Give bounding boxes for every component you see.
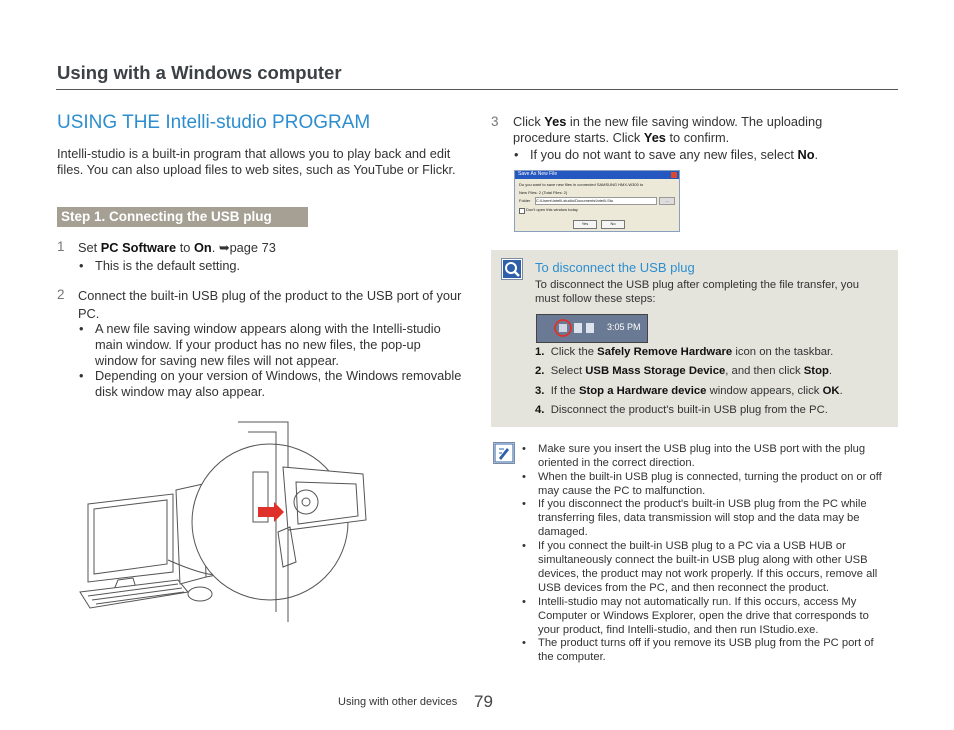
dialog-folder-label: Folder — [519, 198, 531, 203]
dialog-title: Save As New File — [518, 171, 558, 177]
tip-intro: To disconnect the USB plug after completing the file transfer, you must follow these steps: — [535, 279, 860, 305]
note-6: • The product turns off if you remove its USB plug from the PC port of the computer. — [538, 636, 886, 664]
step-heading: Step 1. Connecting the USB plug — [61, 209, 272, 224]
page-title: USING THE Intelli-studio PROGRAM — [57, 112, 371, 133]
tip-title: To disconnect the USB plug — [535, 260, 695, 275]
folder-path-field[interactable]: C:\Users\Intelli-studio\Documents\Intelli-Stu — [535, 197, 657, 205]
step-2-bullet-2: • Depending on your version of Windows, the Windows removable disk window may also appear. — [95, 368, 463, 400]
note-2: • When the built-in USB plug is connected, turning the product on or off may cause the PC to malfunction. — [538, 470, 886, 498]
footer-text: Using with other devices — [338, 696, 458, 708]
yes-button[interactable]: Yes — [573, 220, 597, 229]
close-icon — [671, 172, 677, 178]
magnifier-icon — [501, 258, 523, 280]
step-3-bullet: • If you do not want to save any new files, select No. — [530, 147, 890, 163]
dialog-new-files: New Files: 2 (Total Files: 2) — [519, 190, 568, 195]
tip-step-1: 1. Click the Safely Remove Hardware icon on the taskbar. — [535, 346, 834, 358]
step-2-number: 2 — [57, 287, 65, 302]
page-number: 79 — [474, 692, 493, 711]
section-header: Using with a Windows computer — [57, 62, 342, 83]
dont-show-checkbox[interactable] — [519, 208, 525, 214]
step-3-text: Click Yes in the new file saving window. The uploading procedure starts. Click Yes to confirm. — [513, 114, 823, 145]
step-2-bullet-1: • A new file saving window appears along with the Intelli-studio main window. If your product has no new files, the pop-up window for saving new files will not appear. — [95, 321, 463, 369]
no-button[interactable]: No — [601, 220, 625, 229]
dialog-question: Do you want to save new files in connected SAMSUNG HMX-W300 to — [519, 182, 644, 187]
note-icon — [493, 442, 515, 464]
header-rule — [56, 89, 898, 90]
step-1-bullet: • This is the default setting. — [95, 258, 455, 274]
step-3-number: 3 — [491, 114, 499, 129]
step-1-number: 1 — [57, 239, 65, 254]
browse-button[interactable]: ... — [659, 197, 675, 205]
taskbar-screenshot — [536, 314, 648, 343]
step-2-text: Connect the built-in USB plug of the product to the USB port of your PC. — [78, 288, 462, 321]
tip-step-3: 3. If the Stop a Hardware device window appears, click OK. — [535, 385, 843, 397]
note-4: • If you connect the built-in USB plug to a PC via a USB HUB or simultaneously connect the built-in USB plug along with other USB devices, the product may not work properly. If this occurs, remove all USB devices from the PC, and then reconnect the product. — [538, 539, 886, 595]
tip-step-2: 2. Select USB Mass Storage Device, and then click Stop. — [535, 365, 833, 377]
step-1-text: Set PC Software to On. ➥page 73 — [78, 240, 276, 255]
note-3: • If you disconnect the product's built-in USB plug from the PC while transferring files, data transmission will stop and the data may be damaged. — [538, 497, 886, 539]
taskbar-clock: 3:05 PM — [607, 322, 641, 332]
note-5: • Intelli-studio may not automatically run. If this occurs, access My Computer or Windows Explorer, open the drive that corresponds to your product, find Intelli-studio, and then run IStudio.exe. — [538, 595, 886, 637]
dont-show-label: Don't open this window today — [526, 207, 578, 212]
usb-connection-illustration — [78, 412, 408, 622]
note-1: • Make sure you insert the USB plug into the USB port with the plug oriented in the correct direction. — [538, 442, 886, 470]
tip-step-4: 4. Disconnect the product's built-in USB plug from the PC. — [535, 404, 828, 416]
intro-paragraph: Intelli-studio is a built-in program that allows you to play back and edit files. You can also upload files to web sites, such as YouTube or Flickr. — [57, 146, 456, 177]
save-as-new-file-dialog — [514, 170, 680, 232]
